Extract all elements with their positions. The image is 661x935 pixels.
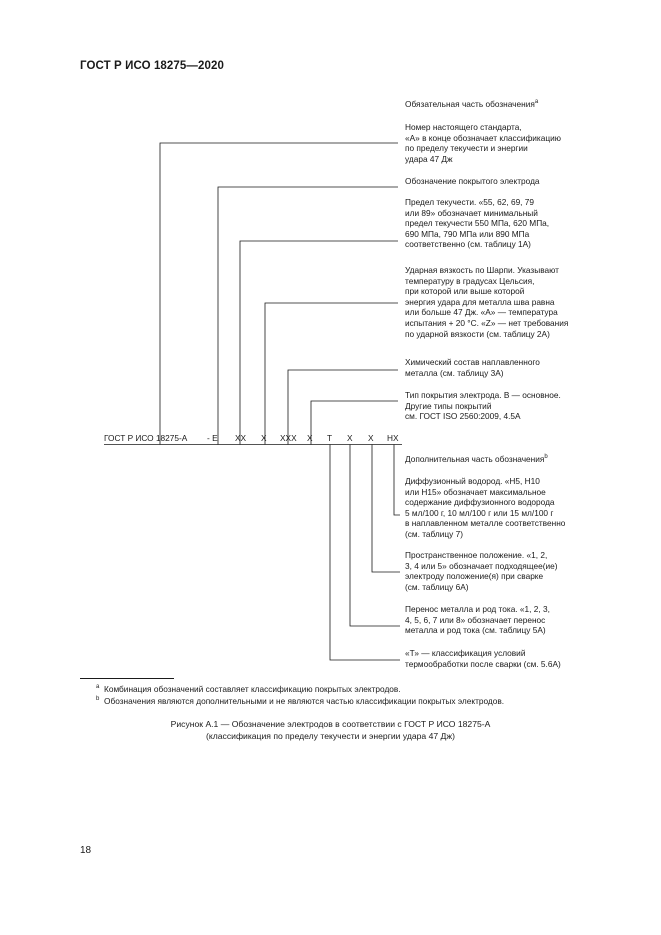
designation-hydrogen: НХ	[387, 433, 399, 443]
standard-number-description: Номер настоящего стандарта, «А» в конце обозначает классификацию по пределу текучести и энергии удара 47 Дж	[405, 122, 561, 164]
metal-transfer-description: Перенос металла и род тока. «1, 2, 3, 4, 5, 6, 7 или 8» обозначает перенос металла и род тока (см. таблицу 5А)	[405, 604, 550, 636]
yield-strength-description: Предел текучести. «55, 62, 69, 79 или 89» обозначает минимальный предел текучести 550 МПа, 620 МПа, 690 МПа, 790 МПа или 890 МПа соответственно (см. таблицу 1А)	[405, 197, 550, 250]
electrode-designation-description: Обозначение покрытого электрода	[405, 176, 540, 186]
covering-type-description: Тип покрытия электрода. В — основное. Другие типы покрытий см. ГОСТ ISO 2560:2009, 4.5А	[405, 390, 561, 422]
document-header: ГОСТ Р ИСО 18275—2020	[80, 60, 225, 72]
optional-part-title: Дополнительная часть обозначения$^b$	[405, 454, 548, 464]
heat-treatment-description: «Т» — классификация условий термообработки после сварки (см. 5.6А)	[405, 648, 561, 669]
designation-chemistry: ХХХ	[280, 433, 297, 443]
page-number: 18	[80, 845, 92, 856]
diffusible-hydrogen-description: Диффузионный водород. «Н5, Н10 или Н15» обозначает максимальное содержание диффузионного водорода 5 мл/100 г, 10 мл/100 г или 15 мл/100 г в наплавленном металле соответственно (см. таблицу 7)	[405, 476, 566, 539]
welding-position-description: Пространственное положение. «1, 2, 3, 4 или 5» обозначает подходящее(ие) электроду положение(я) при сварке (см. таблицу 6А)	[405, 550, 558, 592]
designation-standard: ГОСТ Р ИСО 18275-А	[104, 433, 188, 443]
figure-caption: Рисунок А.1 — Обозначение электродов в соответствии с ГОСТ Р ИСО 18275-А (классификация по пределу текучести и энергии удара 47 Дж)	[170, 719, 491, 741]
chemical-composition-description: Химический состав наплавленного металла (см. таблицу 3А)	[405, 357, 540, 378]
designation-impact: Х	[261, 433, 267, 443]
footnote-b: b Обозначения являются дополнительными и не являются частью классификации покрытых электродов.	[96, 696, 505, 706]
required-part-title: Обязательная часть обозначения$^a$	[405, 99, 539, 109]
impact-toughness-description: Ударная вязкость по Шарпи. Указывают температуру в градусах Цельсия, при которой или выше которой энергия удара для металла шва равна или больше 47 Дж. «А» — температура испытания + 20 °С. «Z» — нет требования по ударной вязкости (см. таблицу 2А)	[405, 265, 569, 339]
designation-metal-transfer: Х	[347, 433, 353, 443]
footnote-divider	[80, 678, 174, 679]
designation-covering: Х	[307, 433, 313, 443]
designation-heat-treatment: Т	[327, 433, 333, 443]
footnote-a: a Комбинация обозначений составляет классификацию покрытых электродов.	[96, 684, 401, 694]
designation-yield: ХХ	[235, 433, 247, 443]
designation-position: Х	[368, 433, 374, 443]
designation-electrode: - Е	[207, 433, 218, 443]
